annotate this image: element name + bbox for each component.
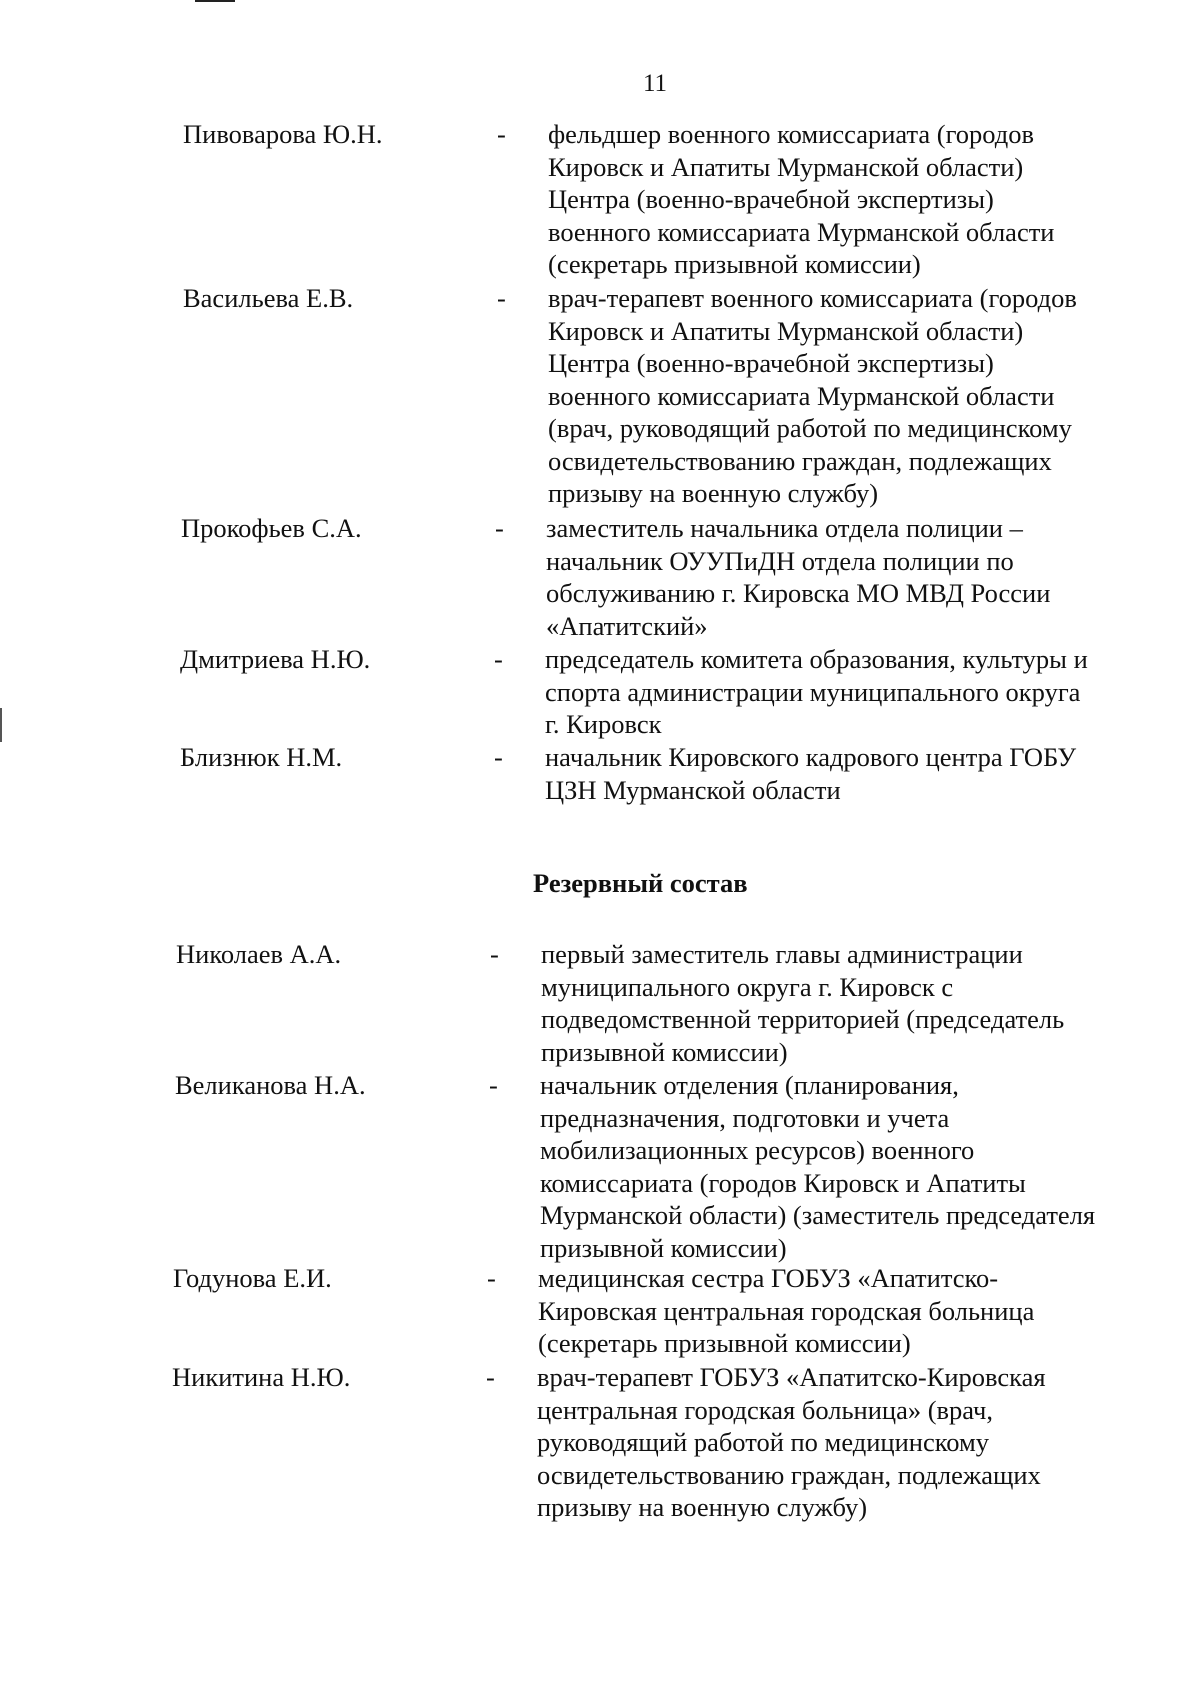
description-line: предназначения, подготовки и учета <box>540 1102 950 1133</box>
description-line: (секретарь призывной комиссии) <box>548 249 921 279</box>
description-line: центральная городская больница» (врач, <box>537 1394 993 1425</box>
member-entry <box>183 282 1158 510</box>
description-line: врач-терапевт военного комиссариата (городов <box>548 283 1077 313</box>
description-line: призывной комиссии) <box>541 1036 788 1067</box>
description-line: заместитель начальника отдела полиции – <box>546 513 1023 543</box>
member-name: Васильева Е.В. <box>183 283 354 313</box>
member-dash: - <box>490 939 499 969</box>
description-line: муниципального округа г. Кировск с <box>541 971 954 1002</box>
description-line: Кировск и Апатиты Мурманской области) <box>548 315 1024 346</box>
member-description <box>546 512 1156 642</box>
member-dash: - <box>497 283 506 313</box>
member-dash: - <box>494 742 503 772</box>
member-name: Великанова Н.А. <box>175 1070 366 1100</box>
description-line: призывной комиссии) <box>540 1232 787 1263</box>
member-description <box>540 1069 1150 1264</box>
description-line: медицинская сестра ГОБУЗ «Апатитско- <box>538 1263 999 1293</box>
member-description <box>548 282 1158 510</box>
member-name: Пивоварова Ю.Н. <box>183 119 383 149</box>
member-name: Прокофьев С.А. <box>181 513 362 543</box>
member-description <box>545 741 1155 806</box>
description-line: ЦЗН Мурманской области <box>545 774 841 805</box>
member-entry <box>180 741 1155 806</box>
description-line: «Апатитский» <box>546 610 708 641</box>
member-description <box>537 1361 1147 1524</box>
description-line: освидетельствованию граждан, подлежащих <box>537 1459 1041 1490</box>
description-line: руководящий работой по медицинскому <box>537 1427 990 1457</box>
description-line: военного комиссариата Мурманской области <box>548 216 1055 247</box>
member-dash: - <box>486 1362 495 1392</box>
member-dash: - <box>497 119 506 149</box>
description-line: комиссариата (городов Кировск и Апатиты <box>540 1167 1026 1198</box>
member-entry <box>173 1262 1148 1360</box>
member-name: Дмитриева Н.Ю. <box>180 644 371 674</box>
description-line: первый заместитель главы администрации <box>541 939 1023 969</box>
scan-edge-mark <box>0 708 2 742</box>
description-line: обслуживанию г. Кировска МО МВД России <box>546 578 1051 608</box>
member-dash: - <box>487 1263 496 1293</box>
description-line: председатель комитета образования, культуры и <box>545 644 1088 674</box>
member-dash: - <box>489 1070 498 1100</box>
description-line: подведомственной территорией (председатель <box>541 1004 1065 1034</box>
description-line: фельдшер военного комиссариата (городов <box>548 119 1035 149</box>
description-line: освидетельствованию граждан, подлежащих <box>548 445 1052 476</box>
member-name: Николаев А.А. <box>176 939 342 969</box>
description-line: Кировская центральная городская больница <box>538 1295 1035 1326</box>
description-line: мобилизационных ресурсов) военного <box>540 1135 975 1165</box>
member-entry <box>181 512 1156 642</box>
member-dash: - <box>494 644 503 674</box>
description-line: призыву на военную службу) <box>548 478 879 508</box>
member-entry <box>180 643 1155 741</box>
member-entry <box>175 1069 1150 1264</box>
member-description <box>538 1262 1148 1360</box>
description-line: спорта администрации муниципального округа <box>545 676 1081 707</box>
description-line: начальник ОУУПиДН отдела полиции по <box>546 545 1014 576</box>
member-description <box>545 643 1155 741</box>
member-name: Близнюк Н.М. <box>180 742 343 772</box>
description-line: начальник Кировского кадрового центра ГОБУ <box>545 742 1077 772</box>
member-entry <box>172 1361 1147 1524</box>
member-dash: - <box>495 513 504 543</box>
page-number: 11 <box>642 70 668 97</box>
description-line: Мурманской области) (заместитель председателя <box>540 1200 1096 1230</box>
description-line: (секретарь призывной комиссии) <box>538 1328 911 1358</box>
description-line: Кировск и Апатиты Мурманской области) <box>548 151 1024 182</box>
member-description <box>541 938 1151 1068</box>
description-line: начальник отделения (планирования, <box>540 1070 959 1100</box>
member-name: Годунова Е.И. <box>173 1263 332 1293</box>
description-line: врач-терапевт ГОБУЗ «Апатитско-Кировская <box>537 1362 1046 1392</box>
description-line: г. Кировск <box>545 709 662 739</box>
description-line: (врач, руководящий работой по медицинскому <box>548 413 1072 443</box>
description-line: Центра (военно-врачебной экспертизы) <box>548 348 994 378</box>
member-entry <box>183 118 1158 281</box>
member-name: Никитина Н.Ю. <box>172 1362 351 1392</box>
member-entry <box>176 938 1151 1068</box>
section-title-reserve: Резервный состав <box>533 868 748 898</box>
member-description <box>548 118 1158 281</box>
description-line: Центра (военно-врачебной экспертизы) <box>548 184 994 214</box>
scan-edge-mark <box>195 0 235 2</box>
description-line: военного комиссариата Мурманской области <box>548 380 1055 411</box>
description-line: призыву на военную службу) <box>537 1492 868 1522</box>
